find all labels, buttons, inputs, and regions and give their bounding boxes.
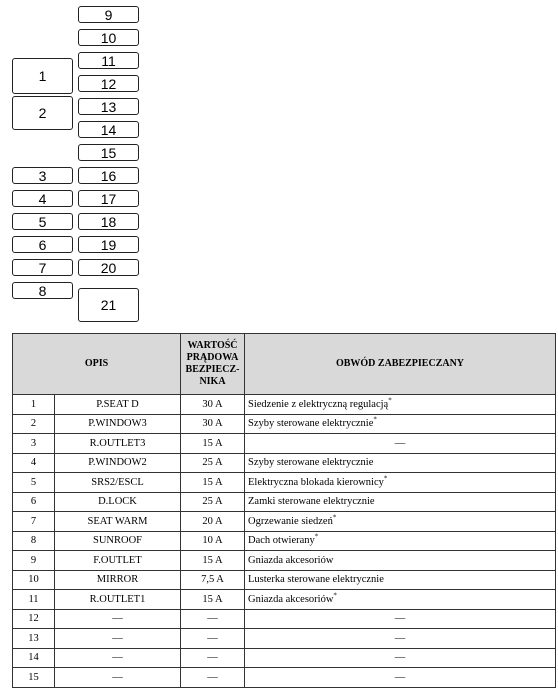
fuse-number: 16 — [100, 167, 117, 184]
fuse-slot-1 — [12, 58, 73, 94]
circuit-text: — — [394, 613, 406, 625]
fuse-name-cell: — — [55, 629, 181, 649]
fuse-number: 19 — [100, 236, 117, 253]
fuse-number-cell: 7 — [13, 512, 55, 532]
fuse-number-cell: 5 — [13, 473, 55, 493]
fuse-number-cell: 13 — [13, 629, 55, 649]
fuse-slot-7 — [12, 259, 73, 276]
fuse-number: 20 — [100, 259, 117, 276]
fuse-number: 5 — [38, 213, 47, 230]
fuse-slot-21 — [78, 288, 139, 322]
table-row — [13, 570, 556, 590]
fuse-number: 17 — [100, 190, 117, 207]
fuse-rating-cell: 15 A — [181, 434, 245, 454]
fuse-number-cell: 3 — [13, 434, 55, 454]
fuse-rating-cell: 15 A — [181, 590, 245, 610]
fuse-circuit-cell — [245, 629, 556, 649]
fuse-number: 7 — [38, 259, 47, 276]
circuit-text: Dach otwierany — [248, 535, 315, 547]
circuit-text: Gniazda akcesoriów — [248, 554, 334, 566]
fuse-slot-20 — [78, 259, 139, 276]
fuse-name-cell: SEAT WARM — [55, 512, 181, 532]
fuse-slot-5 — [12, 213, 73, 230]
header-wartosc-line: NIKA — [199, 376, 226, 387]
fuse-number: 4 — [38, 190, 47, 207]
footnote-mark: * — [383, 474, 388, 483]
fuse-circuit-cell — [245, 668, 556, 688]
table-row — [13, 492, 556, 512]
fuse-number-cell: 4 — [13, 453, 55, 473]
circuit-text: — — [394, 437, 406, 449]
fuse-name-cell: — — [55, 648, 181, 668]
table-row — [13, 434, 556, 454]
table-row — [13, 629, 556, 649]
fuse-slot-2 — [12, 96, 73, 130]
header-opis: OPIS — [13, 334, 181, 395]
header-wartosc-line: PRĄDOWA — [186, 352, 239, 363]
table-row — [13, 668, 556, 688]
fuse-number-cell: 8 — [13, 531, 55, 551]
table-row — [13, 473, 556, 493]
footnote-mark: * — [373, 415, 377, 424]
fuse-slot-18 — [78, 213, 139, 230]
fuse-slot-12 — [78, 75, 139, 92]
header-wartosc-line: WARTOŚĆ — [187, 340, 238, 351]
fuse-name-cell: SRS2/ESCL — [55, 473, 181, 493]
table-header-row — [13, 334, 556, 395]
header-wartosc — [181, 334, 245, 395]
fuse-rating-cell: — — [181, 668, 245, 688]
table-row — [13, 395, 556, 415]
fuse-number-cell: 6 — [13, 492, 55, 512]
fuse-circuit-cell — [245, 648, 556, 668]
circuit-text: Gniazda akcesoriów — [248, 593, 334, 605]
fuse-slot-19 — [78, 236, 139, 253]
circuit-text: Szyby sterowane elektrycznie — [248, 457, 374, 469]
table-row — [13, 590, 556, 610]
fuse-name-cell: — — [55, 609, 181, 629]
circuit-text: — — [394, 632, 406, 644]
fuse-rating-cell: 25 A — [181, 492, 245, 512]
fuse-name-cell: P.WINDOW2 — [55, 453, 181, 473]
fuse-name-cell: P.WINDOW3 — [55, 414, 181, 434]
circuit-text: Elektryczna blokada kierownicy — [248, 476, 384, 488]
fuse-rating-cell: — — [181, 629, 245, 649]
fuse-slot-11 — [78, 52, 139, 69]
fuse-rating-cell: 25 A — [181, 453, 245, 473]
circuit-text: Zamki sterowane elektrycznie — [248, 496, 375, 508]
fuse-number: 13 — [100, 98, 117, 115]
fuse-circuit-cell — [245, 434, 556, 454]
fuse-circuit-cell — [245, 492, 556, 512]
fuse-number-cell: 12 — [13, 609, 55, 629]
fuse-circuit-cell — [245, 414, 556, 434]
circuit-text: Lusterka sterowane elektrycznie — [248, 574, 384, 586]
circuit-text: Ogrzewanie siedzeń — [248, 515, 333, 527]
circuit-text: Siedzenie z elektryczną regulacją — [248, 398, 389, 410]
fuse-slot-16 — [78, 167, 139, 184]
fuse-slot-8 — [12, 282, 73, 299]
fuse-circuit-cell — [245, 473, 556, 493]
fuse-rating-cell: 15 A — [181, 473, 245, 493]
fuse-number: 18 — [100, 213, 117, 230]
fuse-number: 6 — [38, 236, 47, 253]
fuse-number: 15 — [100, 144, 117, 161]
fuse-slot-6 — [12, 236, 73, 253]
fuse-circuit-cell — [245, 453, 556, 473]
fuse-number: 3 — [38, 167, 47, 184]
fuse-rating-cell: 30 A — [181, 414, 245, 434]
fuse-number-cell: 2 — [13, 414, 55, 434]
fuse-number: 12 — [100, 75, 117, 92]
fuse-rating-cell: 20 A — [181, 512, 245, 532]
fuse-name-cell: R.OUTLET1 — [55, 590, 181, 610]
fuse-slot-13 — [78, 98, 139, 115]
table-row — [13, 512, 556, 532]
fuse-name-cell: MIRROR — [55, 570, 181, 590]
circuit-text: Szyby sterowane elektrycznie — [248, 418, 374, 430]
fuse-circuit-cell — [245, 395, 556, 415]
table-row — [13, 531, 556, 551]
fuse-circuit-cell — [245, 531, 556, 551]
fuse-rating-cell: 10 A — [181, 531, 245, 551]
fuse-number: 11 — [101, 52, 116, 69]
fuse-name-cell: P.SEAT D — [55, 395, 181, 415]
fuse-number: 21 — [100, 297, 117, 313]
fuse-number: 14 — [100, 121, 117, 138]
table-row — [13, 414, 556, 434]
fuse-circuit-cell — [245, 551, 556, 571]
fuse-number: 1 — [38, 68, 47, 84]
fuse-number: 2 — [38, 105, 47, 121]
fuse-slot-4 — [12, 190, 73, 207]
circuit-text: — — [394, 652, 406, 664]
fuse-circuit-cell — [245, 570, 556, 590]
fuse-name-cell: SUNROOF — [55, 531, 181, 551]
fuse-slot-17 — [78, 190, 139, 207]
fuse-number-cell: 14 — [13, 648, 55, 668]
footnote-mark: * — [332, 513, 337, 522]
table-row — [13, 551, 556, 571]
fuse-rating-cell: — — [181, 609, 245, 629]
footnote-mark: * — [333, 591, 337, 600]
fuse-number: 9 — [104, 6, 113, 23]
fuse-number-cell: 9 — [13, 551, 55, 571]
table-row — [13, 648, 556, 668]
fuse-rating-cell: 15 A — [181, 551, 245, 571]
fuse-number-cell: 1 — [13, 395, 55, 415]
fuse-circuit-cell — [245, 590, 556, 610]
fuse-number: 8 — [38, 282, 47, 299]
fuse-name-cell: F.OUTLET — [55, 551, 181, 571]
fuse-rating-cell: 30 A — [181, 395, 245, 415]
fuse-name-cell: D.LOCK — [55, 492, 181, 512]
fuse-number-cell: 11 — [13, 590, 55, 610]
fuse-slot-14 — [78, 121, 139, 138]
circuit-text: — — [394, 671, 406, 683]
fuse-name-cell: — — [55, 668, 181, 688]
table-row — [13, 453, 556, 473]
table-row — [13, 609, 556, 629]
header-wartosc-line: BEZPIECZ- — [185, 364, 240, 375]
fuse-name-cell: R.OUTLET3 — [55, 434, 181, 454]
fuse-slot-15 — [78, 144, 139, 161]
fuse-rating-cell: 7,5 A — [181, 570, 245, 590]
fuse-circuit-cell — [245, 512, 556, 532]
footnote-mark: * — [388, 396, 392, 405]
fuse-slot-10 — [78, 29, 139, 46]
fuse-rating-cell: — — [181, 648, 245, 668]
fuse-table — [12, 333, 556, 688]
fuse-number: 10 — [100, 29, 117, 46]
fuse-number-cell: 15 — [13, 668, 55, 688]
fuse-circuit-cell — [245, 609, 556, 629]
header-obwod: OBWÓD ZABEZPIECZANY — [245, 334, 556, 395]
footnote-mark: * — [314, 532, 319, 541]
fuse-number-cell: 10 — [13, 570, 55, 590]
fuse-slot-9 — [78, 6, 139, 23]
fuse-slot-3 — [12, 167, 73, 184]
